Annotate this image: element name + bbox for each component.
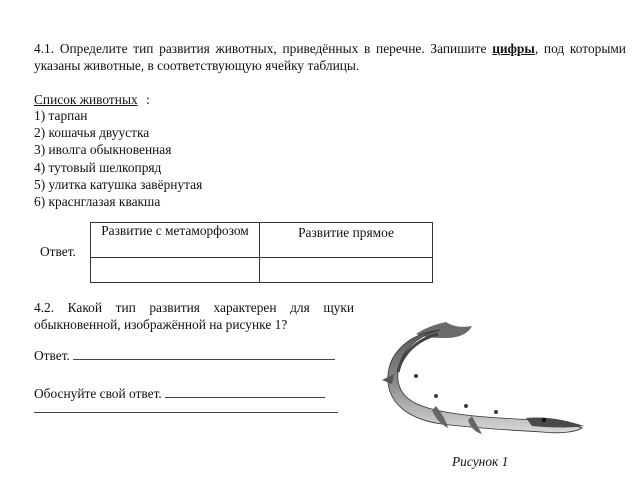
answer-blank-line[interactable] [73,358,335,360]
answer-table-label: Ответ. [40,244,76,259]
pike-fish-image [376,316,588,442]
justify-blank-line[interactable] [165,396,325,398]
list-item: 4) тутовый шелкопряд [34,159,162,175]
justify-blank-line-2[interactable] [34,412,338,413]
task-4-1-instruction: Определите тип развития животных, приведённых в перечне. Запишите [59,41,487,56]
task-4-2-text: 4.2. Какой тип развития характерен для щуки обыкновенной, изображённой на рисунке 1? [34,300,354,332]
answer-table [90,222,433,283]
answer-cell-direct[interactable] [260,258,433,283]
task-4-1-instruction-end: , под которыми указаны животные, в соответствующую ячейку таблицы. [34,41,626,73]
list-item: 1) тарпан [34,108,88,123]
list-item: 6) краснглазая квакша [34,194,161,210]
answer-cell-metamorphosis[interactable] [91,258,260,283]
justify-row [34,386,325,402]
task-4-1-emphasis: цифры [492,41,535,56]
task-4-1-text [34,40,626,74]
answer-row [34,348,335,364]
table-header-direct: Развитие прямое [260,223,433,258]
task-4-1-number: 4.1. [34,41,55,56]
justify-label: Обоснуйте свой ответ. [34,386,162,401]
table-header-metamorphosis: Развитие с метаморфозом [91,223,260,258]
animal-list [34,107,202,210]
list-item: 2) кошачья двуустка [34,125,150,141]
list-item: 3) иволга обыкновенная [34,142,172,158]
animal-list-title-colon: : [146,92,150,107]
answer-label: Ответ. [34,348,70,363]
animal-list-title: Список животных [34,92,138,107]
list-item: 5) улитка катушка завёрнутая [34,176,203,192]
figure-caption: Рисунок 1 [452,454,509,469]
